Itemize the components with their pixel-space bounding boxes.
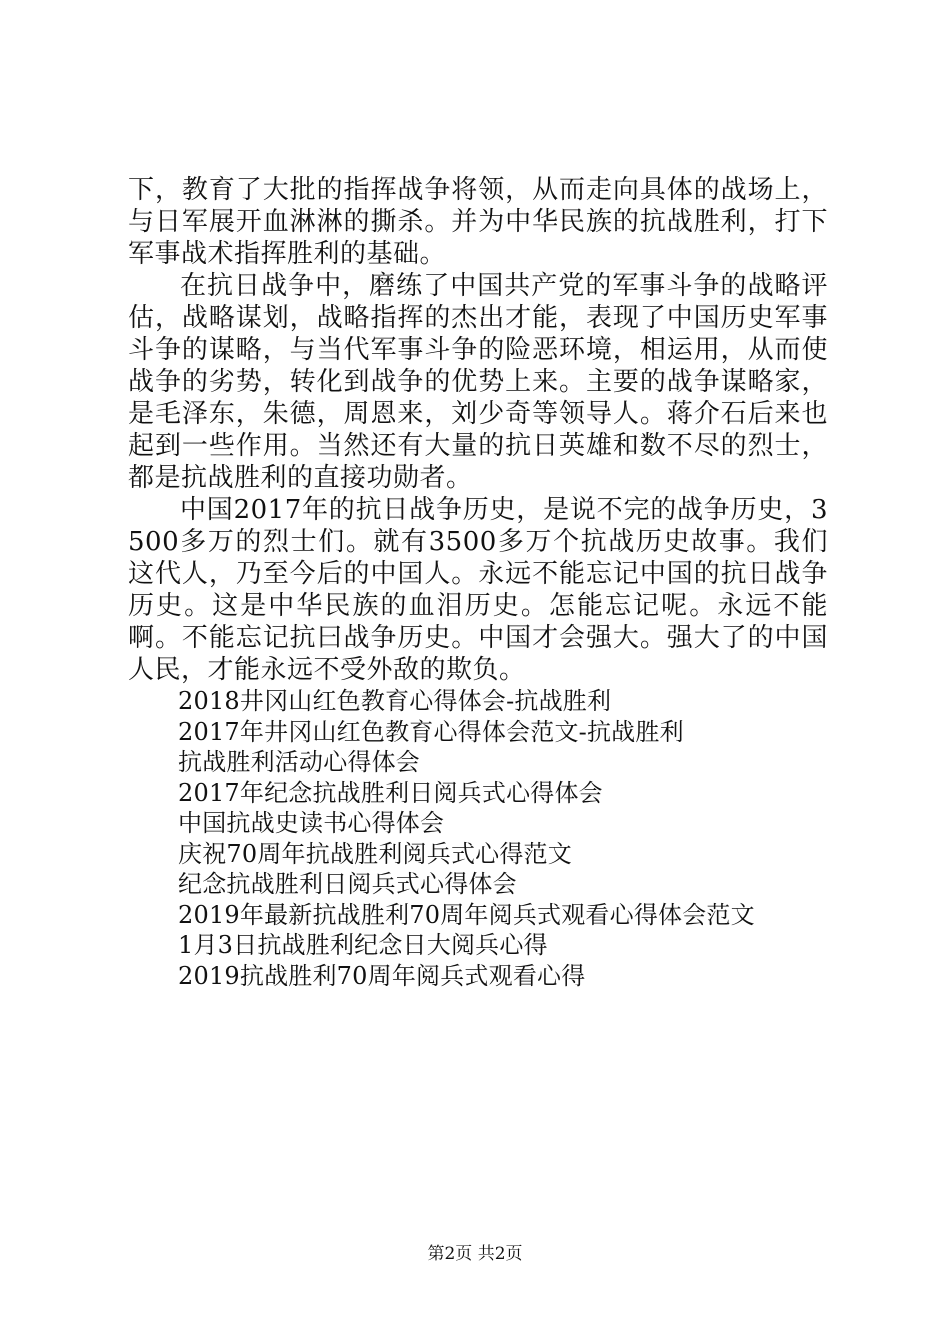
- related-links-list: [128, 686, 828, 991]
- related-link-item[interactable]: 2018井冈山红色教育心得体会-抗战胜利: [178, 687, 612, 715]
- related-link-item[interactable]: 2019抗战胜利70周年阅兵式观看心得: [178, 961, 586, 990]
- page-number-footer: 第2页 共2页: [427, 1244, 523, 1264]
- related-link-item[interactable]: 抗战胜利活动心得体会: [178, 748, 420, 776]
- related-link-item[interactable]: 1月3日抗战胜利纪念日大阅兵心得: [178, 931, 548, 959]
- related-link-item[interactable]: 2019年最新抗战胜利70周年阅兵式观看心得体会范文: [178, 900, 755, 929]
- related-link-item[interactable]: 2017年纪念抗战胜利日阅兵式心得体会: [178, 778, 603, 807]
- related-link-item[interactable]: 中国抗战史读书心得体会: [178, 809, 445, 837]
- paragraph-2: 在抗日战争中，磨练了中国共产党的军事斗争的战略评估，战略谋划，战略指挥的杰出才能，表现了中国历史军事斗争的谋略，与当代军事斗争的险恶环境，相运用，从而使战争的劣势，转化到战争的优势上来。主要的战争谋略家，是毛泽东，朱德，周恩来，刘少奇等领导人。蒋介石后来也起到一些作用。当然还有大量的抗日英雄和数不尽的烈士，都是抗战胜利的直接功勋者。: [128, 271, 828, 493]
- related-link-item[interactable]: 纪念抗战胜利日阅兵式心得体会: [178, 870, 517, 898]
- paragraph-1: 下，教育了大批的指挥战争将领，从而走向具体的战场上，与日军展开血淋淋的撕杀。并为中华民族的抗战胜利，打下军事战术指挥胜利的基础。: [128, 175, 828, 269]
- related-link-item[interactable]: 2017年井冈山红色教育心得体会范文-抗战胜利: [178, 717, 684, 746]
- paragraph-3: 中国2017年的抗日战争历史，是说不完的战争历史，3500多万的烈士们。就有3500多万个抗战历史故事。我们这代人，乃至今后的中囯人。永远不能忘记中国的抗日战争历史。这是中华民族的血泪历史。怎能忘记呢。永远不能啊。不能忘记抗曰战争历史。中国才会强大。强大了的中国人民，才能永远不受外敌的欺负。: [128, 495, 828, 685]
- document-body: [128, 174, 828, 991]
- related-link-item[interactable]: 庆祝70周年抗战胜利阅兵式心得范文: [178, 839, 572, 868]
